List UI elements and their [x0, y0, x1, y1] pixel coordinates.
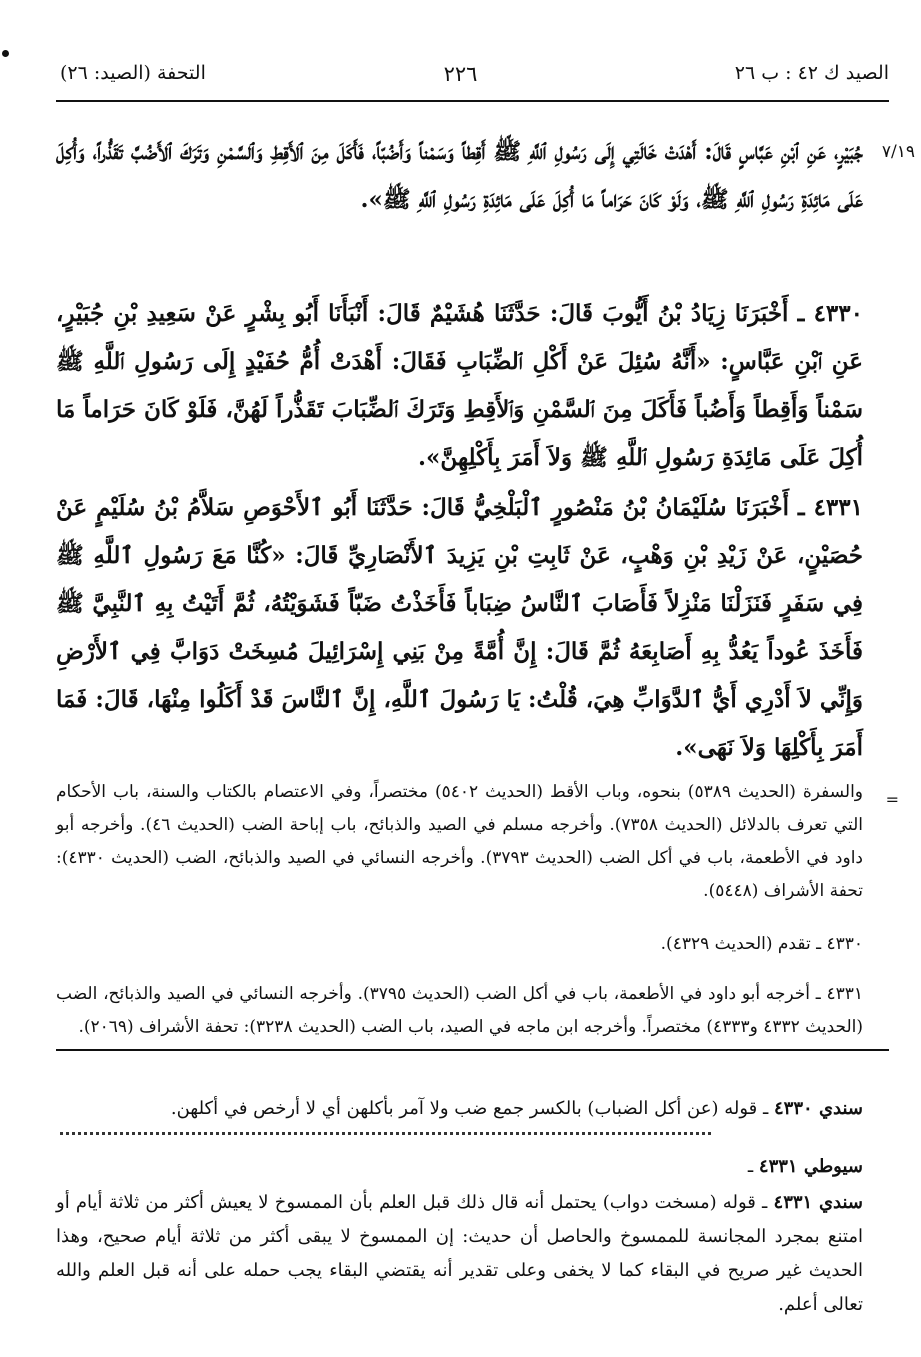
footnote-text: ٤٣٣٠ ـ تقدم (الحديث ٤٣٢٩).: [660, 934, 863, 954]
header-tuhfa-ref: التحفة (الصيد: ٢٦): [60, 62, 206, 84]
hadith-number: ٤٣٣١: [813, 494, 863, 521]
commentary-divider: [56, 1049, 889, 1051]
margin-volume-ref: ٧/١٩: [881, 142, 915, 162]
footnote-4331: [56, 978, 863, 1044]
footnote-4330: [56, 928, 863, 961]
commentary-text: ـ قوله (عن أكل الضباب) بالكسر جمع ضب ولا آمر بأكلهن أي لا أرخص في أكلهن.: [170, 1098, 774, 1119]
footnote-text: والسفرة (الحديث ٥٣٨٩) بنحوه، وباب الأقط (الحديث ٥٤٠٢) مختصراً، وفي الاعتصام بالكتاب والسنة، باب الأحكام التي تعرف بالدلائل (الحديث ٧٣٥٨). وأخرجه مسلم في الصيد والذبائح، باب إباحة الضب (الحديث ٤٦). وأخرجه أبو داود في الأطعمة، باب في أكل الضب (الحديث ٣٧٩٣). وأخرجه النسائي في الصيد والذبائح، الضب (الحديث ٤٣٣٠): تحفة الأشراف (٥٤٤٨).: [56, 782, 863, 901]
commentary-label: سندي ٤٣٣١: [773, 1192, 863, 1213]
footnote-continuation-mark: =: [885, 790, 899, 809]
hadith-text: ـ أَخْبَرَنَا سُلَيْمَانُ بْنُ مَنْصُورٍ ٱلْبَلْخِيُّ قَالَ: حَدَّثَنَا أَبُو ٱلأَحْوَصِ سَلاَّمُ بْنُ سُلَيْمٍ عَنْ حُصَيْنٍ، عَنْ زَيْدِ بْنِ وَهْبٍ، عَنْ ثَابِتِ بْنِ يَزِيدَ ٱلأَنْصَارِيِّ قَالَ: «كُنَّا مَعَ رَسُولِ ٱللَّهِ ﷺ فِي سَفَرٍ فَنَزَلْنَا مَنْزِلاً فَأَصَابَ ٱلنَّاسُ ضِبَاباً فَأَخَذْتُ ضَبّاً فَشَوَيْتُهُ، ثُمَّ أَتَيْتُ بِهِ ٱلنَّبِيَّ ﷺ فَأَخَذَ عُوداً يَعُدُّ بِهِ أَصَابِعَهُ ثُمَّ قَالَ: إِنَّ أُمَّةً مِنْ بَنِي إِسْرَائِيلَ مُسِخَتْ دَوَابَّ فِي ٱلأَرْضِ وَإِنِّي لاَ أَدْرِي أَيُّ ٱلدَّوَابِّ هِيَ، قُلْتُ: يَا رَسُولَ ٱللَّهِ، إِنَّ ٱلنَّاسَ قَدْ أَكَلُوا مِنْهَا، قَالَ: فَمَا أَمَرَ بِأَكْلِهَا وَلاَ نَهَى».: [56, 494, 863, 761]
footnote-previous: [56, 776, 863, 908]
commentary-text: ـ: [747, 1156, 759, 1177]
header-chapter-ref: الصيد ك ٤٢ : ب ٢٦: [734, 62, 889, 84]
hadith-4330: [56, 290, 863, 482]
hadith-continuation: [56, 128, 863, 224]
dotted-separator: [60, 1132, 711, 1135]
commentary-label: سندي ٤٣٣٠: [774, 1098, 863, 1119]
commentary-label: سيوطي ٤٣٣١: [758, 1156, 863, 1177]
commentary-suyuti-4331: [56, 1150, 863, 1184]
footnote-text: ٤٣٣١ ـ أخرجه أبو داود في الأطعمة، باب في أكل الضب (الحديث ٣٧٩٥). وأخرجه النسائي في الصيد والذبائح، الضب (الحديث ٤٣٣٢ و٤٣٣٣) مختصراً. وأخرجه ابن ماجه في الصيد، باب الضب (الحديث ٣٢٣٨): تحفة الأشراف (٢٠٦٩).: [56, 984, 864, 1037]
commentary-sindi-4330: [56, 1092, 863, 1126]
commentary-text: ـ قوله (مسخت دواب) يحتمل أنه قال ذلك قبل العلم بأن الممسوخ لا يعيش أكثر من ثلاثة أيام أو امتنع بمجرد المجانسة للممسوخ والحاصل أن حديث: إن الممسوخ لا يبقى أكثر من ثلاثة أيام صحيح، وهذا الحديث غير صريح في البقاء كما لا يخفى وعلى تقدير أنه يقتضي البقاء يجب حمله على أنه قبل العلم والله تعالى أعلم.: [56, 1192, 863, 1315]
page-edge-dot: [2, 50, 9, 57]
header-divider: [56, 100, 889, 102]
hadith-4331: [56, 484, 863, 772]
page-number: ٢٢٦: [443, 62, 478, 86]
hadith-text: ـ أَخْبَرَنَا زِيَادُ بْنُ أَيُّوبَ قَالَ: حَدَّثَنَا هُشَيْمٌ قَالَ: أَنْبَأَنَا أَبُو بِشْرٍ عَنْ سَعِيدِ بْنِ جُبَيْرٍ، عَنِ ٱبْنِ عَبَّاسٍ: «أَنَّهُ سُئِلَ عَنْ أَكْلِ ٱلضِّبَابِ فَقَالَ: أَهْدَتْ أُمُّ حُفَيْدٍ إِلَى رَسُولِ ٱللَّهِ ﷺ سَمْناً وَأَقِطاً وَأَضُباً فَأَكَلَ مِنَ ٱلسَّمْنِ وَٱلأَقِطِ وَتَرَكَ ٱلضِّبَابَ تَقَذُّراً لَهُنَّ، فَلَوْ كَانَ حَرَاماً مَا أُكِلَ عَلَى مَائِدَةِ رَسُولِ ٱللَّهِ ﷺ وَلاَ أَمَرَ بِأَكْلِهِنَّ».: [56, 300, 863, 471]
commentary-sindi-4331: [56, 1186, 863, 1322]
hadith-number: ٤٣٣٠: [813, 300, 863, 327]
hadith-text: جُبَيْرٍ، عَنِ ٱبْنِ عَبَّاسٍ قَالَ: أَهْدَتْ خَالَتِي إِلَى رَسُولِ ٱللَّهِ ﷺ أَقِطاً وَسَمْناً وَأَضُبّاً، فَأَكَلَ مِنَ ٱلأَقِطِ وَٱلسَّمْنِ وَتَرَكَ ٱلأَضُبَّ تَقَذُّراً، وَأُكِلَ عَلَى مَائِدَةِ رَسُولِ ٱللَّهِ ﷺ، وَلَوْ كَانَ حَرَاماً مَا أُكِلَ عَلَى مَائِدَةِ رَسُولِ ٱللَّهِ ﷺ».: [56, 138, 863, 213]
